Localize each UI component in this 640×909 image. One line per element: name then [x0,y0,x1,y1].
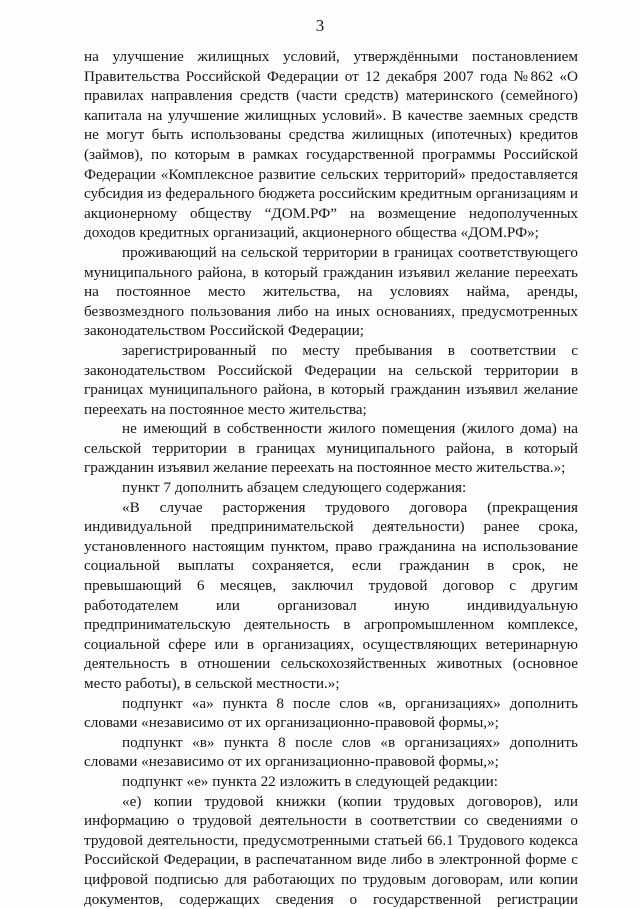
document-body [84,47,578,909]
page-number: 3 [315,16,325,35]
paragraph-housing-loans: на улучшение жилищных условий, утверждёнными постановлением Правительства Российской Федерации от 12 декабря 2007 года №862 «О правилах направления средств (части средств) материнского (семейного) капитала на улучшение жилищных условий». В качестве заемных средств не могут быть использованы средства жилищных (ипотечных) кредитов (займов), по которым в рамках государственной программы Российской Федерации «Комплексное развитие сельских территорий» предоставляется субсидия из федерального бюджета российским кредитным организациям и акционерному обществу “ДОМ.РФ” на возмещение недополученных доходов кредитных организаций, акционерного общества «ДОМ.РФ»; [84,48,578,242]
paragraph-point-7-text: «В случае расторжения трудового договора (прекращения индивидуальной предпринимательской деятельности) ранее срока, установленного настоящим пунктом, право гражданина на использование социальной выплаты сохраняется, если гражданин в срок, не превышающий 6 месяцев, заключил трудовой договор с другим работодателем или организовал иную индивидуальную предпринимательскую деятельность в агропромышленном комплексе, социальной сфере или в организациях, осуществляющих ветеринарную деятельность в отношении сельскохозяйственных животных (основное место работы), в сельской местности.»; [84,498,578,692]
paragraph-no-property: не имеющий в собственности жилого помещения (жилого дома) на сельской территории в границах муниципального района, в который гражданин изъявил желание переехать на постоянное место жительства.»; [84,420,578,477]
paragraph-subpoint-e-22-text: «е) копии трудовой книжки (копии трудовых договоров), или информацию о трудовой деятельности в соответствии со сведениями о трудовой деятельности, предусмотренными статьей 66.1 Трудового кодекса Российской Федерации, в распечатанном виде либо в электронной форме с цифровой подписью для работающих по трудовым договорам, или копии документов, содержащих сведения о государственной регистрации [84,792,578,908]
paragraph-residing-rural: проживающий на сельской территории в границах соответствующего муниципального района, в который гражданин изъявил желание переехать на постоянное место жительства, на условиях найма, аренды, безвозмездного пользования либо на иных основаниях, предусмотренных законодательством Российской Федерации; [84,243,578,340]
paragraph-subpoint-e-22-intro: подпункт «е» пункта 22 изложить в следующей редакции: [122,772,498,790]
paragraph-subpoint-a-8: подпункт «а» пункта 8 после слов «в, организациях» дополнить словами «независимо от их организационно-правовой формы,»; [84,694,578,732]
paragraph-registered-stay: зарегистрированный по месту пребывания в соответствии с законодательством Российской Федерации на сельской территории в границах муниципального района, в который гражданин изъявил желание переехать на постоянное место жительства; [84,341,578,418]
paragraph-subpoint-v-8: подпункт «в» пункта 8 после слов «в организациях» дополнить словами «независимо от их организационно-правовой формы,»; [84,733,578,771]
paragraph-point-7-intro: пункт 7 дополнить абзацем следующего содержания: [122,479,467,497]
